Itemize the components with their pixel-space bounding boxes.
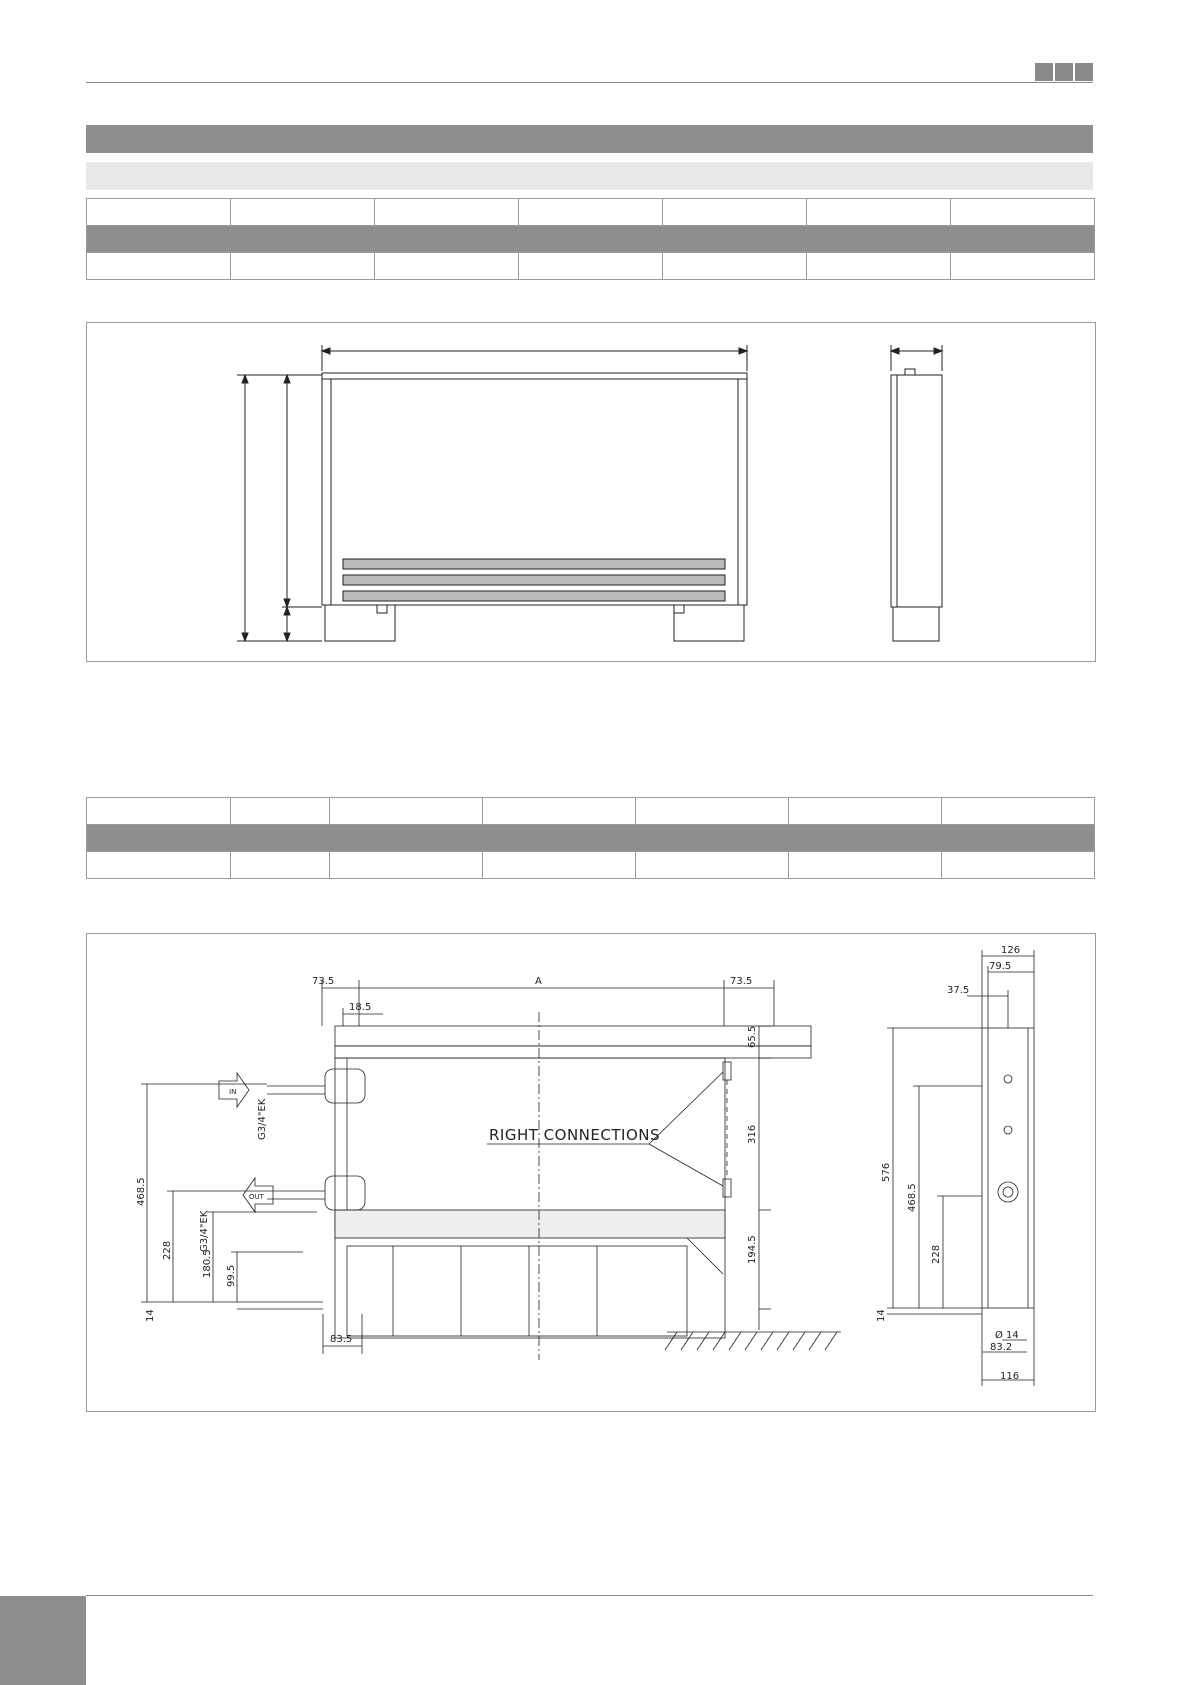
side-dim-14: 14	[876, 1309, 887, 1322]
spec-table-1	[86, 198, 1095, 280]
dim-top-height: 65.5	[747, 1025, 758, 1048]
section-subtitle-band	[86, 162, 1093, 190]
spec-table-2	[86, 797, 1095, 879]
unit-overview-drawing	[87, 323, 1095, 661]
header-rule	[86, 82, 1093, 83]
dim-180-5: 180.5	[202, 1249, 213, 1278]
table-row	[87, 199, 1095, 226]
header-square-2	[1055, 63, 1073, 81]
table-row	[87, 852, 1095, 879]
side-dim-228: 228	[931, 1244, 942, 1264]
side-dim-79-5: 79.5	[989, 961, 1012, 972]
side-dim-576: 576	[881, 1162, 892, 1182]
table-row	[87, 226, 1095, 253]
side-dim-116: 116	[1000, 1371, 1020, 1382]
footer-rule	[86, 1595, 1093, 1596]
dim-total-height: 468.5	[136, 1177, 147, 1206]
footer-page-block	[0, 1596, 86, 1685]
dim-mid-height: 316	[747, 1124, 758, 1144]
dim-99-5: 99.5	[226, 1264, 237, 1287]
dim-right-offset: 73.5	[730, 976, 753, 987]
dimension-drawing	[87, 934, 1095, 1411]
header-square-1	[1035, 63, 1053, 81]
pipe-thread-out: G3/4"EK	[199, 1210, 210, 1252]
drawing-frame-1	[86, 322, 1096, 662]
drawing-frame-2	[86, 933, 1096, 1412]
side-dim-126: 126	[1001, 945, 1021, 956]
dim-83-5: 83.5	[330, 1334, 353, 1345]
side-dim-37-5: 37.5	[947, 985, 970, 996]
side-dim-468-5: 468.5	[907, 1183, 918, 1212]
dim-small-offset: 18.5	[349, 1002, 372, 1013]
table-row	[87, 798, 1095, 825]
right-connections-label: RIGHT CONNECTIONS	[489, 1126, 660, 1144]
dim-width-a: A	[535, 976, 542, 987]
in-label: IN	[229, 1088, 237, 1096]
dim-228: 228	[162, 1240, 173, 1260]
dim-bottom-height: 194.5	[747, 1235, 758, 1264]
side-dim-diameter: Ø 14	[995, 1330, 1019, 1341]
section-title-band	[86, 125, 1093, 153]
out-label: OUT	[249, 1193, 264, 1201]
header-square-3	[1075, 63, 1093, 81]
dim-14: 14	[145, 1309, 156, 1322]
side-dim-83-2: 83.2	[990, 1342, 1013, 1353]
dim-left-offset: 73.5	[312, 976, 335, 987]
table-row	[87, 253, 1095, 280]
pipe-thread-in: G3/4"EK	[257, 1098, 268, 1140]
table-row	[87, 825, 1095, 852]
